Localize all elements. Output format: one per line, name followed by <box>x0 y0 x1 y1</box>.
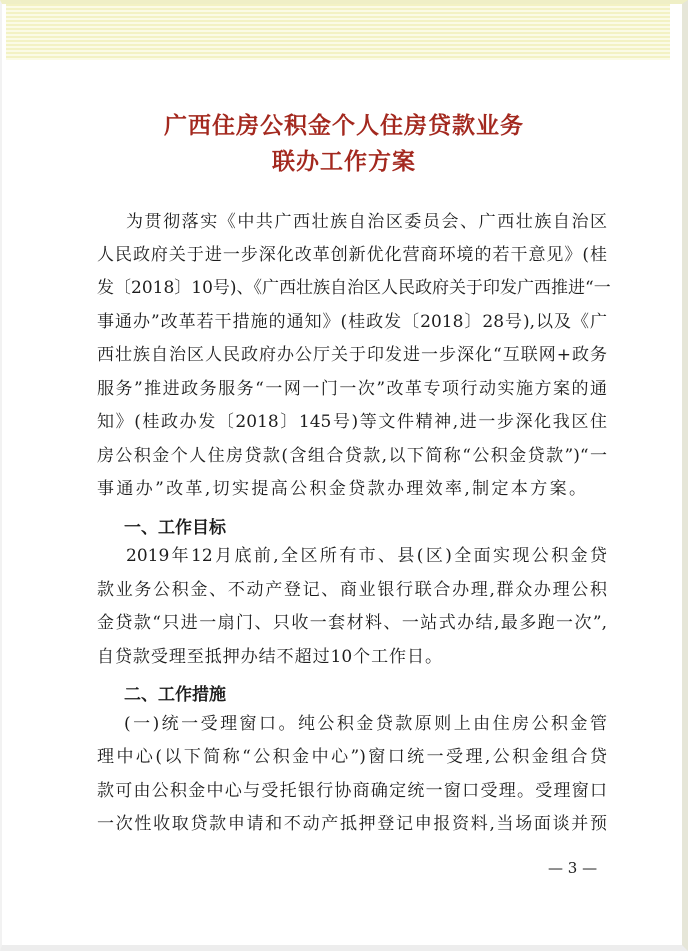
section-heading-goals: 一、工作目标 <box>124 518 226 538</box>
intro-line: 人民政府关于进一步深化改革创新优化营商环境的若干意见》(桂 <box>97 245 607 265</box>
intro-line: 西壮族自治区人民政府办公厅关于印发进一步深化“互联网+政务 <box>97 345 607 365</box>
section-heading-measures: 二、工作措施 <box>124 685 226 705</box>
section1-line: 金贷款“只进一扇门、只收一套材料、一站式办结,最多跑一次”, <box>97 613 607 633</box>
page-number: — 3 — <box>548 859 598 877</box>
section1-line: 款业务公积金、不动产登记、商业银行联合办理,群众办理公积 <box>97 580 607 600</box>
document-title-line-2: 联办工作方案 <box>272 148 416 175</box>
intro-line: 服务”推进政务服务“一网一门一次”改革专项行动实施方案的通 <box>97 379 607 399</box>
section2-line: 款可由公积金中心与受托银行协商确定统一窗口受理。受理窗口 <box>97 781 607 801</box>
intro-line: 知》(桂政办发〔2018〕145号)等文件精神,进一步深化我区住 <box>97 412 607 432</box>
intro-line: 事通办”改革,切实提高公积金贷款办理效率,制定本方案。 <box>97 479 586 499</box>
intro-line: 房公积金个人住房贷款(含组合贷款,以下简称“公积金贷款”)“一 <box>97 446 607 466</box>
section2-line: 理中心(以下简称“公积金中心”)窗口统一受理,公积金组合贷 <box>97 747 607 767</box>
intro-line: 事通办”改革若干措施的通知》(桂政发〔2018〕28号),以及《广 <box>97 312 607 332</box>
section2-line: 一次性收取贷款申请和不动产抵押登记申报资料,当场面谈并预 <box>97 814 607 834</box>
section2-line: (一)统一受理窗口。纯公积金贷款原则上由住房公积金管 <box>124 714 607 734</box>
intro-line: 为贯彻落实《中共广西壮族自治区委员会、广西壮族自治区 <box>126 212 607 232</box>
document-title-line-1: 广西住房公积金个人住房贷款业务 <box>164 112 524 139</box>
section1-line: 2019年12月底前,全区所有市、县(区)全面实现公积金贷 <box>126 546 607 566</box>
section1-line: 自贷款受理至抵押办结不超过10个工作日。 <box>97 647 442 667</box>
intro-line: 发〔2018〕10号)、《广西壮族自治区人民政府关于印发广西推进“一 <box>97 278 611 298</box>
